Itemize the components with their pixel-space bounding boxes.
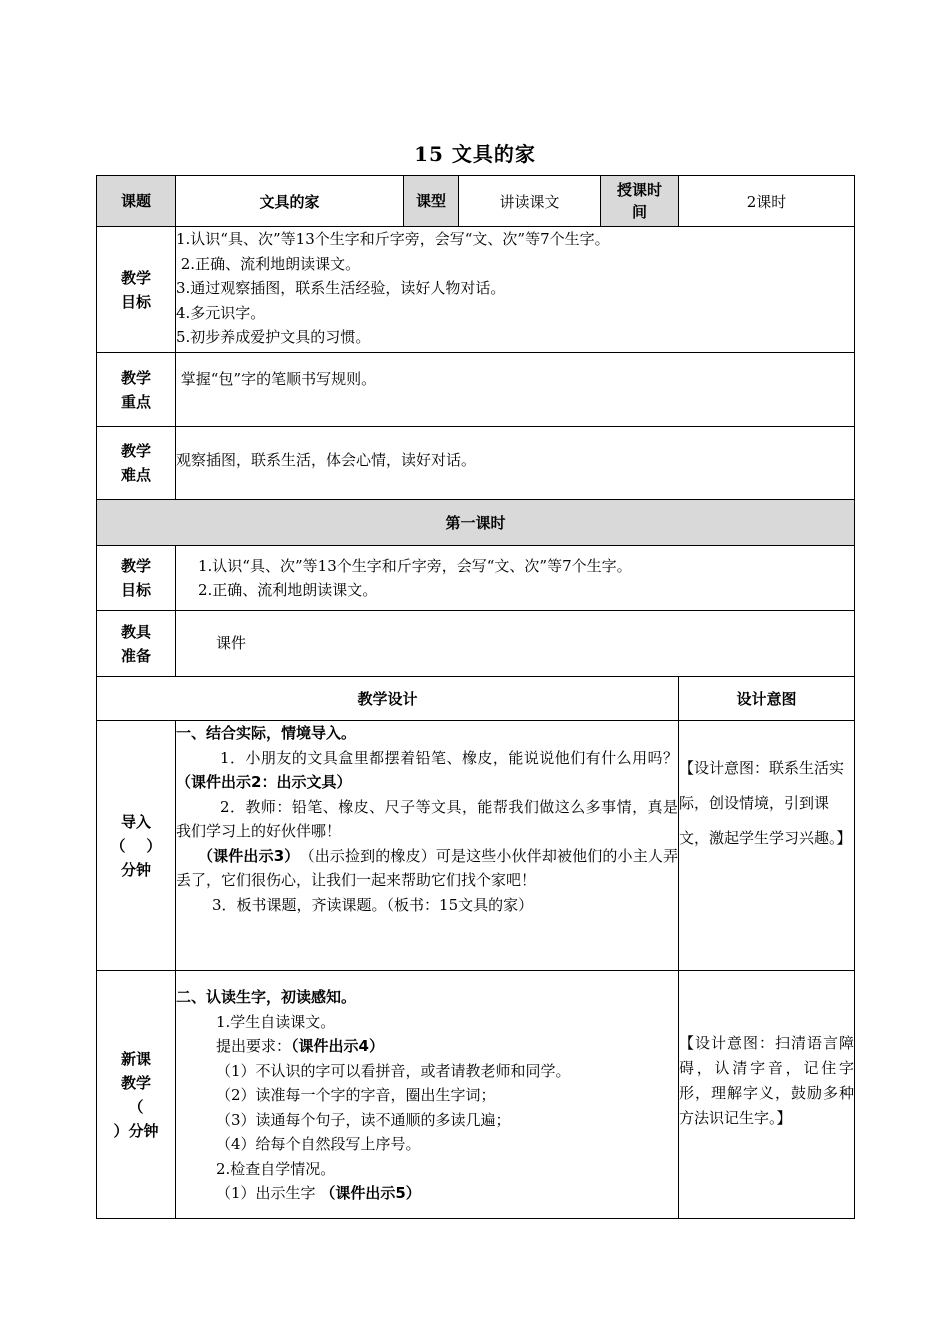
new-lesson-line: 1.学生自读课文。 [216, 1012, 336, 1031]
objective-item: 3.通过观察插图，联系生活经验，读好人物对话。 [176, 279, 506, 297]
section-first-lesson: 第一课时 [97, 500, 855, 546]
new-lesson-label-top: 新课 [120, 1049, 151, 1068]
design-header: 教学设计 [97, 677, 679, 721]
page-title: 15 文具的家 [414, 142, 536, 166]
materials-text [176, 611, 855, 677]
materials-line: 课件 [216, 634, 247, 653]
lesson-plan-table [96, 175, 855, 1219]
intro-label-bottom: 分钟 [120, 860, 151, 879]
key-points-label [97, 353, 176, 427]
intro-heading: 一、结合实际，情境导入。 [176, 724, 357, 742]
new-lesson-line: （3）读通每个句子，读不通顺的多读几遍； [216, 1110, 511, 1129]
new-lesson-label-paren: （ [128, 1097, 144, 1116]
intro-p3-courseware: （课件出示3） [198, 846, 292, 865]
intro-label-top: 导入 [120, 812, 151, 831]
objectives-label-text: 教学目标 [120, 268, 151, 311]
type-label: 课型 [404, 176, 459, 227]
intro-intent [679, 721, 855, 971]
lesson1-objective-item: 2.正确、流利地朗读课文。 [198, 581, 378, 599]
new-lesson-line: 2.检查自学情况。 [216, 1159, 336, 1178]
key-points-text [176, 353, 855, 427]
new-lesson-heading: 二、认读生字，初读感知。 [176, 988, 357, 1006]
new-lesson-intent-text: 【设计意图：扫清语言障碍，认清字音，记住字形，理解字义，鼓励多种方法识记生字。】 [679, 1034, 855, 1127]
lesson1-objective-item: 1.认识“具、次”等13个生字和斤字旁，会写“文、次”等7个生字。 [198, 556, 632, 575]
key-points-label-text: 教学重点 [120, 368, 151, 411]
materials-label-text: 教具准备 [120, 622, 151, 665]
objective-item: 4.多元识字。 [176, 303, 266, 322]
intro-paragraph-4: 3．板书课题，齐读课题。（板书：15文具的家） [212, 895, 534, 914]
new-lesson-label-mid: 教学 [120, 1073, 151, 1092]
new-lesson-line: （4）给每个自然段写上序号。 [216, 1135, 421, 1153]
new-lesson-l8-text: （1）出示生字 [216, 1184, 321, 1202]
intent-header: 设计意图 [679, 677, 855, 721]
materials-label [97, 611, 176, 677]
intro-paragraph-1 [176, 746, 678, 795]
intro-paragraph-3 [176, 844, 678, 893]
new-lesson-line: （2）读准每一个字的字音，圈出生字词； [216, 1086, 496, 1104]
key-points-line: 掌握“包”字的笔顺书写规则。 [176, 370, 377, 389]
intro-paragraph-2: 2．教师：铅笔、橡皮、尺子等文具，能帮我们做这么多事情，真是我们学习上的好伙伴哪！ [176, 797, 678, 840]
intro-label [97, 721, 176, 971]
time-value: 2课时 [679, 176, 855, 227]
objectives-label [97, 227, 176, 353]
intro-p3-text: （出示捡到的橡皮）可是这些小伙伴却被他们的小主人弄丢了，它们很伤心，让我们一起来帮助它们找个家吧！ [176, 846, 678, 889]
intro-label-mid: （ ） [110, 836, 162, 855]
topic-label: 课题 [97, 176, 176, 227]
type-value: 讲读课文 [459, 176, 601, 227]
new-lesson-l2-courseware: （课件出示4） [291, 1037, 384, 1055]
lesson1-objectives-label-text: 教学目标 [120, 557, 151, 599]
time-label-text: 授课时间 [616, 181, 662, 221]
difficulties-label-text: 教学难点 [120, 442, 151, 484]
new-lesson-content [176, 971, 679, 1219]
new-lesson-intent [679, 971, 855, 1219]
new-lesson-line [176, 1034, 678, 1059]
new-lesson-line: （1）不认识的字可以看拼音，或者请教老师和同学。 [216, 1061, 571, 1080]
difficulties-text [176, 427, 855, 500]
difficulties-label [97, 427, 176, 500]
time-label [601, 176, 679, 227]
intro-p1-courseware: （课件出示2：出示文具） [176, 773, 352, 791]
topic-value: 文具的家 [176, 176, 404, 227]
new-lesson-l8-courseware: （课件出示5） [320, 1184, 421, 1202]
objective-item: 5.初步养成爱护文具的习惯。 [176, 328, 371, 346]
intro-p1-text: 1．小朋友的文具盒里都摆着铅笔、橡皮，能说说他们有什么用吗？ [220, 748, 678, 767]
new-lesson-line [176, 1181, 678, 1206]
new-lesson-label-bottom: ）分钟 [113, 1121, 159, 1140]
new-lesson-l2-text: 提出要求： [216, 1037, 292, 1055]
objective-item: 2.正确、流利地朗读课文。 [176, 254, 361, 273]
lesson1-objectives-label [97, 546, 176, 611]
new-lesson-label [97, 971, 176, 1219]
objective-item: 1.认识“具、次”等13个生字和斤字旁，会写“文、次”等7个生字。 [176, 230, 610, 248]
lesson1-objectives-list [176, 546, 855, 611]
objectives-list [176, 227, 855, 353]
difficulties-line: 观察插图，联系生活，体会心情，读好对话。 [176, 450, 477, 469]
intro-intent-text: 【设计意图：联系生活实际，创设情境，引到课文，激起学生学习兴趣。】 [679, 759, 852, 847]
intro-content [176, 721, 679, 971]
